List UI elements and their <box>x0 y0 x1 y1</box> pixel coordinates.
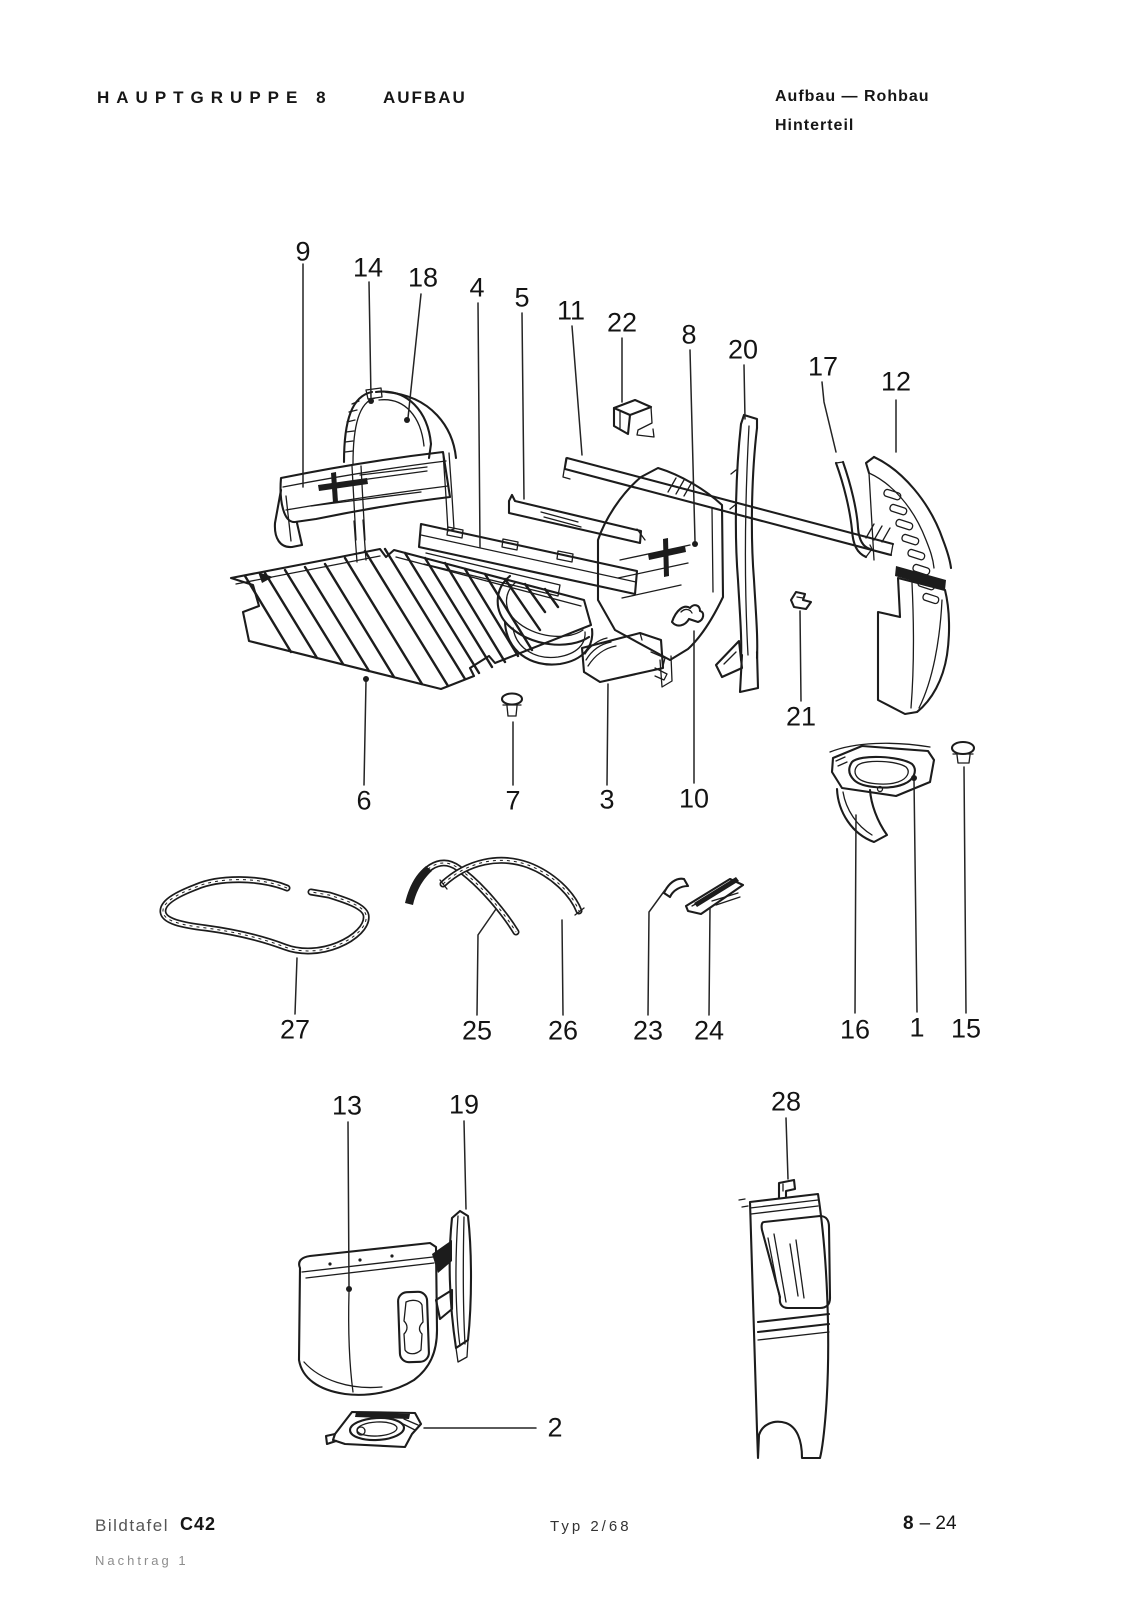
callout-22: 22 <box>606 307 638 338</box>
callout-3: 3 <box>599 784 615 815</box>
callout-10: 10 <box>678 783 710 814</box>
callout-15: 15 <box>950 1013 982 1044</box>
callout-6: 6 <box>356 785 372 816</box>
callout-17: 17 <box>807 351 839 382</box>
callout-23: 23 <box>632 1015 664 1046</box>
plug-part-15 <box>952 742 974 763</box>
callout-26: 26 <box>547 1015 579 1046</box>
callout-20: 20 <box>727 334 759 365</box>
main-group-heading: HAUPTGRUPPE 8 <box>97 88 333 107</box>
callout-2: 2 <box>547 1412 563 1443</box>
corner-panel-part-12 <box>866 457 951 714</box>
page-number-rest: – 24 <box>919 1513 957 1534</box>
callout-4: 4 <box>469 272 485 303</box>
callout-1: 1 <box>909 1012 925 1043</box>
plate-title-line2: Hinterteil <box>775 117 855 134</box>
callout-19: 19 <box>448 1089 480 1120</box>
callout-9: 9 <box>295 236 311 267</box>
section-heading: AUFBAU <box>383 88 467 107</box>
callout-12: 12 <box>880 366 912 397</box>
callout-24: 24 <box>693 1015 725 1046</box>
callout-leader-lines <box>295 264 966 1428</box>
callout-7: 7 <box>505 785 521 816</box>
tray-part-2 <box>326 1412 421 1447</box>
type-designation: Typ 2/68 <box>550 1518 632 1535</box>
bracket-part-24 <box>686 877 743 914</box>
callout-25: 25 <box>461 1015 493 1046</box>
callout-21: 21 <box>785 701 817 732</box>
seal-part-26 <box>440 860 584 915</box>
upper-rail-part-11 <box>563 458 893 555</box>
plate-label: Bildtafel <box>95 1516 169 1535</box>
tray-part-1 <box>830 743 934 796</box>
sill-rail-part-5 <box>509 495 645 543</box>
callout-27: 27 <box>279 1014 311 1045</box>
supplement-note: Nachtrag 1 <box>95 1553 189 1568</box>
callout-13: 13 <box>331 1090 363 1121</box>
callout-11: 11 <box>556 295 586 326</box>
callout-16: 16 <box>839 1014 871 1045</box>
plug-part-7 <box>502 694 522 717</box>
wheel-housing-part-18 <box>376 392 456 458</box>
callout-5: 5 <box>514 282 530 313</box>
deflector-part-16 <box>837 789 887 842</box>
pillar-part-19 <box>432 1211 471 1362</box>
clip-part-22 <box>614 400 654 437</box>
bracket-part-3 <box>582 633 667 682</box>
page-number-group: 8 <box>903 1513 914 1534</box>
plate-title-line1: Aufbau — Rohbau <box>775 88 930 105</box>
clip-part-10 <box>672 605 703 625</box>
callout-8: 8 <box>681 319 697 350</box>
callout-14: 14 <box>352 252 384 283</box>
clip-part-21 <box>791 592 811 609</box>
plate-number: C42 <box>180 1514 217 1534</box>
floor-panel-part-6 <box>231 549 592 689</box>
corner-panel-part-13 <box>299 1243 437 1395</box>
page-number <box>903 1513 957 1535</box>
clip-part-23 <box>664 879 688 897</box>
seal-part-27 <box>163 880 366 951</box>
callout-18: 18 <box>407 262 439 293</box>
callout-28: 28 <box>770 1086 802 1117</box>
side-panel-part-28 <box>739 1180 830 1458</box>
